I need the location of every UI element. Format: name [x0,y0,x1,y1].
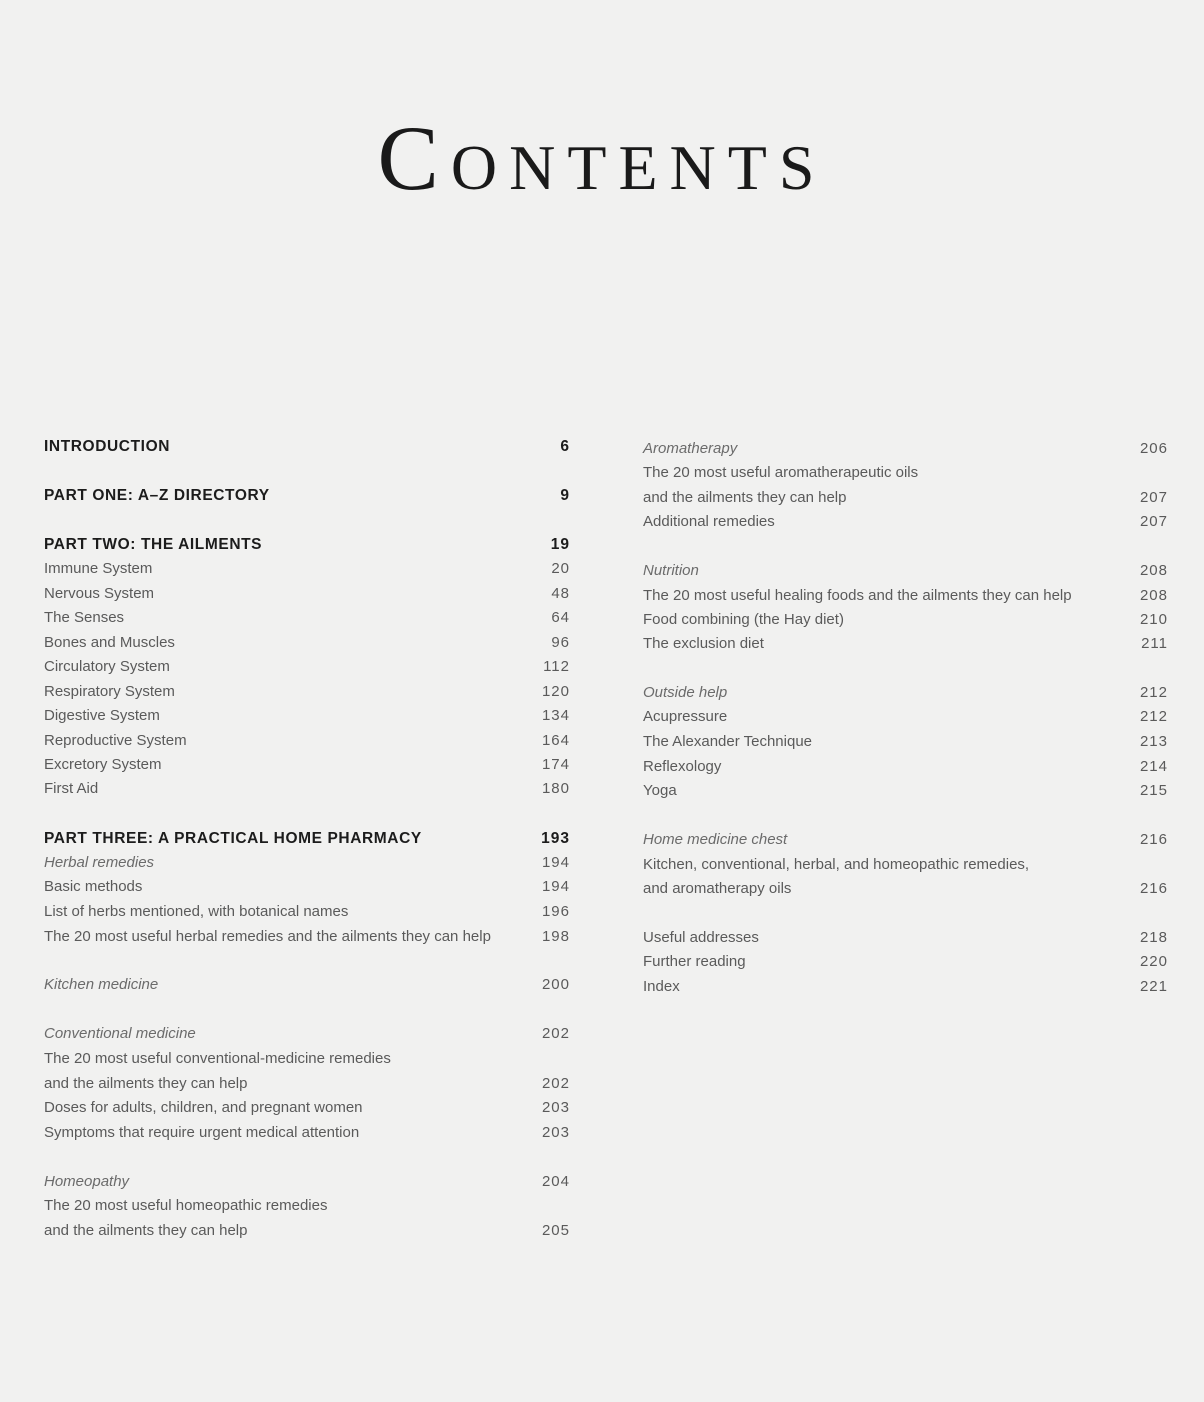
toc-page-number: 20 [551,560,570,577]
toc-entry [44,925,570,949]
toc-page-number: 202 [541,1075,570,1092]
toc-page-number: 203 [541,1099,570,1116]
toc-page-number: 9 [560,487,570,504]
toc-entry [643,730,1168,754]
toc-entry-label: PART THREE: A PRACTICAL HOME PHARMACY [44,830,422,847]
toc-entry [44,973,570,997]
toc-entry-label: Reproductive System [44,732,187,749]
toc-entry-label: The Senses [44,609,125,626]
toc-entry [643,486,1168,510]
toc-entry-label: Respiratory System [44,683,175,700]
toc-page-number: 208 [1139,587,1168,604]
toc-entry-label: Doses for adults, children, and pregnant women [44,1099,363,1116]
toc-entry-label: and the ailments they can help [44,1075,248,1092]
toc-page-number: 220 [1139,953,1168,970]
toc-entry-label: Food combining (the Hay diet) [643,611,844,628]
toc-page-number: 202 [541,1025,570,1042]
toc-entry-label: List of herbs mentioned, with botanical names [44,903,349,920]
toc-page-number: 218 [1139,929,1168,946]
toc-page-number: 216 [1139,880,1168,897]
toc-page-number: 194 [541,854,570,871]
toc-entry-label: First Aid [44,780,99,797]
toc-entry [44,851,570,875]
toc-entry [44,704,570,728]
toc-entry-label: Homeopathy [44,1173,130,1190]
toc-entry-label: Kitchen medicine [44,976,159,993]
toc-entry-label: PART TWO: THE AILMENTS [44,536,263,553]
toc-entry [44,729,570,753]
toc-entry-label: The 20 most useful homeopathic remedies [44,1197,328,1214]
toc-entry [44,753,570,777]
toc-entry [643,926,1168,950]
toc-entry-label: Acupressure [643,708,728,725]
toc-entry-label: and the ailments they can help [643,489,847,506]
toc-entry [44,1072,570,1096]
toc-entry-label: Excretory System [44,756,162,773]
toc-section-heading [44,484,570,508]
toc-entry-label: and the ailments they can help [44,1222,248,1239]
toc-page-number: 19 [550,536,570,553]
toc-entry [643,853,1168,877]
toc-page-number: 215 [1139,782,1168,799]
toc-page-number: 210 [1139,611,1168,628]
toc-page-number: 64 [551,609,570,626]
toc-page-number: 112 [543,658,570,675]
toc-page-number: 198 [541,928,570,945]
toc-entry [643,877,1168,901]
toc-entry-label: Digestive System [44,707,160,724]
toc-entry-label: The exclusion diet [643,635,764,652]
toc-entry [643,705,1168,729]
page-title: Contents [377,107,827,209]
toc-entry [44,1047,570,1071]
toc-entry [44,1096,570,1120]
toc-page-number: 6 [560,438,570,455]
toc-entry [44,1194,570,1218]
toc-entry-label: Bones and Muscles [44,634,175,651]
toc-entry [643,755,1168,779]
toc-page-number: 200 [541,976,570,993]
toc-entry [44,900,570,924]
toc-page-number: 96 [551,634,570,651]
toc-entry-label: Index [643,978,680,995]
toc-entry [44,875,570,899]
toc-entry-label: Additional remedies [643,513,775,530]
toc-entry [44,606,570,630]
toc-entry-label: Nutrition [643,562,699,579]
toc-entry [643,950,1168,974]
toc-entry-label: Outside help [643,684,728,701]
toc-page-number: 212 [1139,684,1168,701]
toc-page-number: 205 [541,1222,570,1239]
toc-section-heading [44,435,570,459]
toc-entry-label: Immune System [44,560,153,577]
toc-entry-label: and aromatherapy oils [643,880,792,897]
toc-page-number: 203 [541,1124,570,1141]
toc-entry [643,461,1168,485]
toc-entry [44,582,570,606]
toc-page-number: 134 [541,707,570,724]
toc-entry [643,828,1168,852]
toc-entry-label: Nervous System [44,585,155,602]
toc-entry-label: Aromatherapy [643,440,738,457]
toc-entry-label: Yoga [643,782,677,799]
toc-page-number: 48 [551,585,570,602]
toc-entry-label: Useful addresses [643,929,759,946]
toc-entry [44,680,570,704]
toc-entry [44,1219,570,1243]
toc-page-number: 207 [1139,513,1168,530]
toc-entry-label: The Alexander Technique [643,733,813,750]
toc-page-number: 216 [1139,831,1168,848]
toc-entry-label: Symptoms that require urgent medical attention [44,1124,360,1141]
toc-page-number: 207 [1139,489,1168,506]
toc-entry-label: Circulatory System [44,658,170,675]
toc-page-number: 180 [541,780,570,797]
toc-page-number: 196 [541,903,570,920]
toc-page-number: 213 [1139,733,1168,750]
toc-section-heading [44,533,570,557]
toc-entry-label: Home medicine chest [643,831,788,848]
toc-page-number: 120 [541,683,570,700]
toc-entry-label: Herbal remedies [44,854,155,871]
toc-entry-label: Further reading [643,953,746,970]
toc-page-number: 208 [1139,562,1168,579]
toc-entry [44,1121,570,1145]
toc-entry-label: Conventional medicine [44,1025,196,1042]
toc-page-number: 221 [1139,978,1168,995]
toc-entry [44,1022,570,1046]
toc-page-number: 194 [541,878,570,895]
toc-entry [643,510,1168,534]
toc-entry-label: Reflexology [643,758,722,775]
toc-entry-label: The 20 most useful aromatherapeutic oils [643,464,919,481]
toc-page-number: 206 [1139,440,1168,457]
toc-page-number: 174 [541,756,570,773]
toc-entry [643,779,1168,803]
toc-entry [44,631,570,655]
toc-entry [643,608,1168,632]
toc-entry-label: The 20 most useful herbal remedies and the ailments they can help [44,928,491,945]
toc-entry [643,559,1168,583]
toc-entry-label: Basic methods [44,878,143,895]
toc-entry-label: The 20 most useful conventional-medicine remedies [44,1050,391,1067]
toc-entry [44,557,570,581]
toc-entry-label: PART ONE: A–Z DIRECTORY [44,487,270,504]
toc-section-heading [44,827,570,851]
toc-entry [643,584,1168,608]
toc-entry-label: Kitchen, conventional, herbal, and homeopathic remedies, [643,856,1030,873]
toc-page-number: 204 [541,1173,570,1190]
toc-page-number: 212 [1139,708,1168,725]
toc-page-number: 193 [541,830,570,847]
toc-page-number: 164 [541,732,570,749]
toc-entry [643,975,1168,999]
toc-entry [643,437,1168,461]
toc-page-number: 214 [1139,758,1168,775]
toc-entry [643,632,1168,656]
toc-entry [44,655,570,679]
toc-page-number: 211 [1141,635,1168,652]
toc-entry [44,1170,570,1194]
toc-entry [44,777,570,801]
toc-entry [643,681,1168,705]
toc-entry-label: INTRODUCTION [44,438,171,455]
toc-entry-label: The 20 most useful healing foods and the ailments they can help [643,587,1072,604]
